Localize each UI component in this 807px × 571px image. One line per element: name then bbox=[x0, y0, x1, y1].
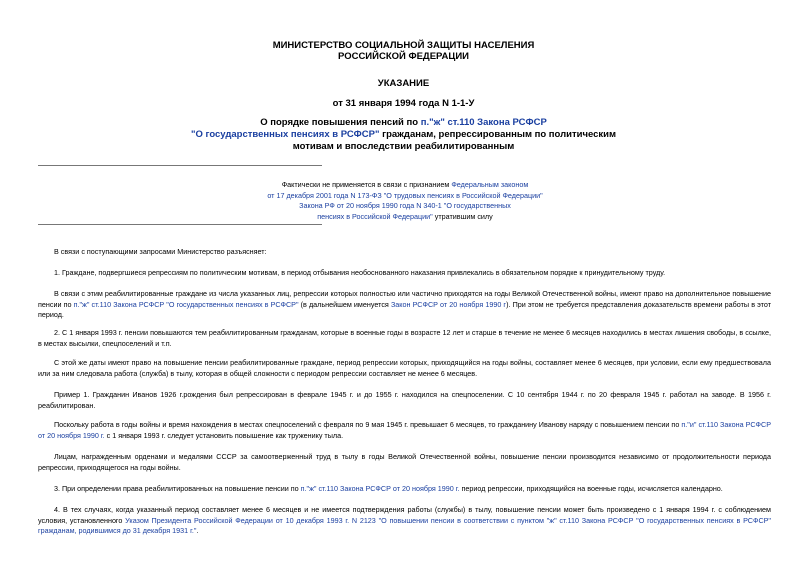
paragraph-text: (в дальнейшем именуется bbox=[298, 299, 391, 309]
document-date: от 31 января 1994 года N 1-1-У bbox=[332, 98, 475, 109]
subject-line-3: мотивам и впоследствии реабилитированным bbox=[292, 141, 515, 152]
labor-pensions-law-link[interactable]: от 17 декабря 2001 года N 173-ФЗ "О трудовых пенсиях в Российской Федерации" bbox=[267, 190, 543, 200]
paragraph-text: 4. В тех случаях, когда указанный период составляет менее 6 месяцев и не имеется подтверждения работы (службы) в тылу, повышение пенсии может быть произведено с 1 января 1994 г. с соблюдением условия, установленного bbox=[38, 505, 771, 525]
law-link[interactable]: п."и" ст.110 Закона РСФСР от 20 ноября 1990 г. bbox=[38, 420, 771, 440]
paragraph-text: Поскольку работа в годы войны и время нахождения в местах спецпоселений с февраля по 9 мая 1945 г. превышает 6 месяцев, то гражданину Иванову наряду с повышением пенсии по bbox=[54, 420, 682, 429]
ministry-line-2: РОССИЙСКОЙ ФЕДЕРАЦИИ bbox=[337, 51, 469, 62]
paragraph-text: . bbox=[196, 526, 199, 536]
paragraph-5 bbox=[38, 420, 771, 441]
law-link[interactable]: п."ж" ст.110 Закона РСФСР от 20 ноября 1990 г. bbox=[300, 484, 460, 493]
presidential-decree-link[interactable]: Указом Президента Российской Федерации от 10 декабря 1993 г. N 2123 "О повышении пенсии в соответствии с пунктом "ж" ст.110 Закона РСФСР "О государственных пенсиях в РСФСР" гражданам, родившимся до 31 декабря 1931 г." bbox=[38, 515, 771, 536]
subject-line-2 bbox=[0, 129, 807, 141]
paragraph-text: 3. При определении права реабилитированных на повышение пенсии по bbox=[54, 484, 301, 493]
paragraph-text: В связи с этим реабилитированные граждане из числа указанных лиц, репрессии которых полностью или частично приходятся на годы Великой Отечественной войны, имеют право на дополнительное повышение пенсии по bbox=[38, 289, 771, 309]
status-text: Фактически не применяется в связи с признанием bbox=[281, 180, 452, 189]
law-link[interactable]: Закон РСФСР от 20 ноября 1990 г bbox=[390, 299, 507, 309]
state-pensions-law-link-cont[interactable]: пенсиях в Российской Федерации" bbox=[317, 211, 433, 221]
federal-law-link[interactable]: Федеральным законом bbox=[451, 180, 529, 189]
law-link[interactable]: п."ж" ст.110 Закона РСФСР "О государственных пенсиях в РСФСР" bbox=[73, 299, 299, 309]
subject-text: О порядке повышения пенсий по bbox=[260, 117, 421, 128]
paragraph-text: период репрессии, приходящийся на военные годы, исчисляется календарно. bbox=[459, 484, 723, 493]
paragraph-intro: В связи с поступающими запросами Министерство разъясняет: bbox=[54, 247, 267, 256]
state-pensions-law-link[interactable]: Закона РФ от 20 ноября 1990 года N 340-1 "О государственных bbox=[299, 201, 511, 211]
ministry-line-1: МИНИСТЕРСТВО СОЦИАЛЬНОЙ ЗАЩИТЫ НАСЕЛЕНИЯ bbox=[272, 40, 535, 51]
status-note bbox=[240, 180, 570, 222]
ministry-title bbox=[0, 40, 807, 62]
law-title-link[interactable]: "О государственных пенсиях в РСФСР" bbox=[190, 129, 380, 140]
paragraph-1b bbox=[38, 289, 771, 321]
paragraph-8 bbox=[38, 505, 771, 537]
paragraph-6: Лицам, награжденным орденами и медалями СССР за самоотверженный труд в тылу в годы Великой Отечественной войны, повышение пенсии производится независимо от продолжительности периода репрессии, приходящегося на годы войны. bbox=[38, 452, 771, 472]
status-line-4 bbox=[240, 212, 570, 223]
paragraph-3: С этой же даты имеют право на повышение пенсии реабилитированные граждане, период репрессии которых, приходящийся на годы войны, составляет менее 6 месяцев, при условии, если ему предшествовала или за ним следовала работа (служба) в тылу, которая в общей сложности с периодом репрессии составляет не менее 6 месяцев. bbox=[38, 358, 771, 378]
status-text: утратившим силу bbox=[432, 211, 493, 221]
status-line-2 bbox=[240, 191, 570, 202]
subject-text: гражданам, репрессированным по политическим bbox=[379, 129, 617, 140]
document-type: УКАЗАНИЕ bbox=[377, 78, 430, 89]
paragraph-example: Пример 1. Гражданин Иванов 1926 г.рождения был репрессирован в феврале 1945 г. и до 1955 г. находился на спецпоселении. С 10 сентября 1944 г. по 20 февраля 1945 г. работал на заводе. В 1956 г. реабилитирован. bbox=[38, 390, 771, 410]
paragraph-text: ). При этом не требуется представления доказательств времени работы в этот период. bbox=[38, 299, 771, 320]
divider-bottom bbox=[38, 224, 322, 225]
subject-line-1 bbox=[0, 117, 807, 129]
status-line-1 bbox=[240, 180, 570, 191]
paragraph-2: 2. С 1 января 1993 г. пенсии повышаются тем реабилитированным гражданам, которые в военные годы в возрасте 12 лет и старше в течение не менее 6 месяцев находились в местах лишения свободы, в ссылке, в местах высылки, спецпоселений и т.п. bbox=[38, 328, 771, 348]
paragraph-7 bbox=[38, 484, 771, 495]
paragraph-1: 1. Граждане, подвергшиеся репрессиям по политическим мотивам, в период отбывания необоснованного наказания привлекались в обязательном порядке к принудительному труду. bbox=[54, 268, 666, 277]
status-line-3 bbox=[240, 201, 570, 212]
divider-top bbox=[38, 165, 322, 166]
document-subject bbox=[0, 117, 807, 153]
law-link[interactable]: п."ж" ст.110 Закона РСФСР bbox=[420, 117, 547, 128]
paragraph-text: с 1 января 1993 г. следует установить повышение как труженику тыла. bbox=[104, 430, 344, 440]
